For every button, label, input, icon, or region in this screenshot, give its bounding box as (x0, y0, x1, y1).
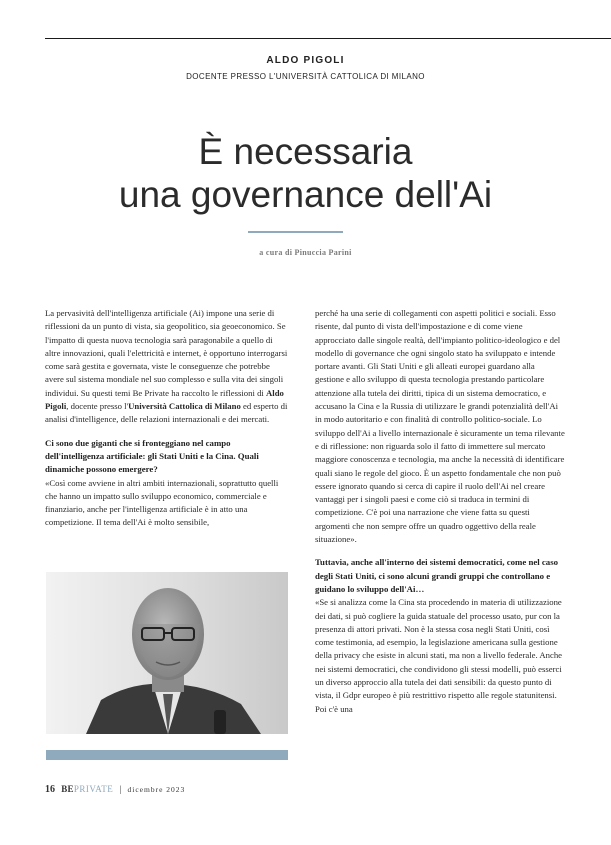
question-1: Ci sono due giganti che si fronteggiano nel campo dell'intelligenza artificiale: gli Stati Uniti e la Cina. Quali dinamiche possono emergere? (45, 437, 259, 475)
title-line-2: una governance dell'Ai (118, 174, 493, 215)
brand-be: BE (61, 784, 74, 794)
answer-1: «Così come avviene in altri ambiti internazionali, soprattutto quelli che hanno un impatto sullo sviluppo economico, commerciale e finanziario, anche per l'intelligenza artificiale è in atto una competizione. Il tema dell'Ai è molto sensibile, (45, 477, 279, 528)
question-2: Tuttavia, anche all'interno dei sistemi democratici, come nel caso degli Stati Uniti, ci sono alcuni grandi gruppi che controllano e guidano lo sviluppo dell'Ai… (315, 557, 559, 594)
issue-date: dicembre 2023 (127, 785, 186, 794)
author-name: ALDO PIGOLI (266, 55, 345, 66)
article-title (0, 130, 611, 216)
photo-caption-bar (46, 750, 288, 760)
byline: a cura di Pinuccia Parini (259, 248, 352, 257)
brand-private: PRIVATE (73, 784, 114, 794)
answer-2: «Se si analizza come la Cina sta procedendo in materia di utilizzazione dei dati, si può cogliere la guida statuale del processo usato, pur con la presenza di attori privati. Non è la stessa cosa negli Stati Uniti, così come testimonia, ad esempio, la legislazione americana sulla gestione della privacy che esiste in alcuni stati, ma non a livello federale. Anche nei sistemi democratici, che condividono gli stessi modelli, può esserci un diverso approccio alla tutela dei dati sensibili: da questo punto di vista, il Gdpr europeo è più restrittivo rispetto alle regole statunitensi. Poi c'è una (315, 597, 563, 714)
title-line-1: È necessaria (198, 131, 413, 172)
author-photo (46, 572, 288, 734)
answer-1-continued: perché ha una serie di collegamenti con aspetti politici e sociali. Esso risente, dal punto di vista dell'impostazione e di come viene approcciato dalle singole realtà, dell'impianto politico-ideologico e del modello di governance che ogni singolo stato ha sviluppato e intende portare avanti. Gli Stati Uniti e gli alleati europei guardano alla gestione e allo sviluppo di questa tecnologia prestando particolare attenzione alla tutela dei diritti, tipica di un sistema democratico, e accusano la Cina e la Russia di utilizzare le grandi potenzialità dell'Ai in modo autoritario e con finalità di controllo politico-sociale. Lo sviluppo dell'Ai a livello internazionale è sicuramente un tema rilevante e di riflessione: non riguarda solo il fatto di immettere sul mercato maggiore conoscenza e tecnologia, ma anche la necessità di identificare quali siano le regole del gioco. È un aspetto fondamentale che non può essere ignorato quando si cerca di capire il ruolo dell'Ai nel creare vantaggi per i singoli paesi e come ciò si traduca in termini di competizione. C'è poi una narrazione che viene fatta su questi argomenti che non sempre offre un quadro oggettivo della reale situazione». (315, 308, 565, 545)
author-role: DOCENTE PRESSO L'UNIVERSITÀ CATTOLICA DI MILANO (186, 72, 425, 81)
left-column (45, 307, 290, 530)
intro-author-name: Aldo Pigoli (45, 387, 284, 412)
intro-paragraph: La pervasività dell'intelligenza artificiale (Ai) impone una serie di riflessioni da un punto di vista, sia geopolitico, sia geoeconomico. Se l'impatto di questa nuova tecnologia sarà paragonabile a quello di altre innovazioni, quali l'elettricità e internet, è opportuno interrogarsi come sarà gestita e governata, viste le conseguenze che potrebbe avere sul sistema mondiale nel suo complesso e sulla vita dei singoli individui. Su questi temi Be Private ha raccolto le riflessioni di Aldo Pigoli, docente presso l'Università Cattolica di Milano ed esperto di analisi d'intelligence, delle relazioni internazionali e dei mercati. (45, 308, 288, 425)
portrait-image (46, 572, 288, 734)
footer-separator: | (119, 784, 122, 794)
top-rule (45, 38, 611, 39)
right-column (315, 307, 565, 716)
page-number: 16 (45, 784, 55, 795)
title-divider (248, 231, 343, 233)
intro-university: Università Cattolica di Milano (128, 401, 241, 412)
page-footer (45, 784, 185, 795)
